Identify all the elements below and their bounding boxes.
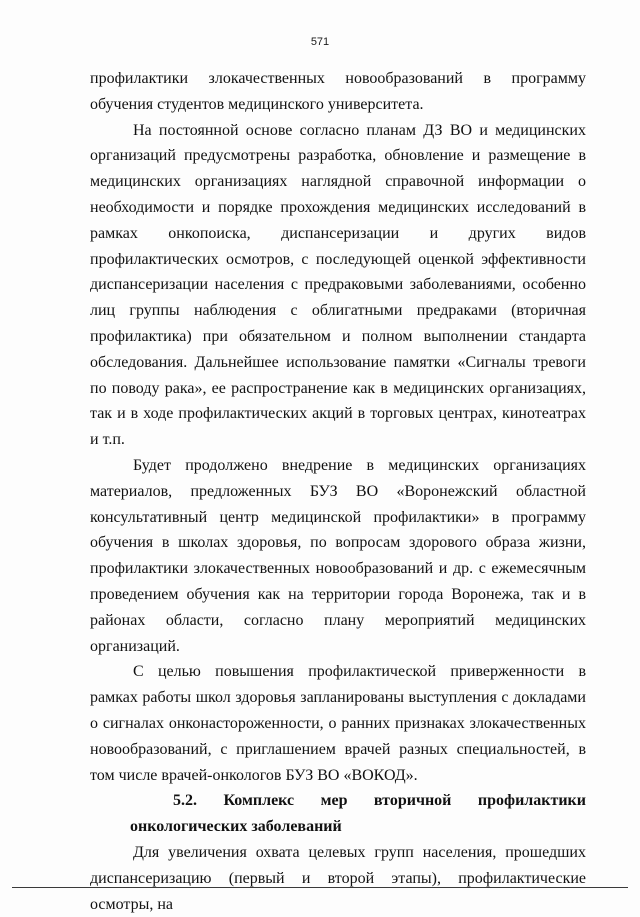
paragraph-health-schools: Будет продолжено внедрение в медицинских организациях материалов, предложенных БУЗ ВО «Воронежский областной консультативный центр медицинской профилактики» в программу обучения в школах здоровья, по вопросам здорового образа жизни, профилактики злокачественных новообразований и др. с ежемесячным проведением обучения как на территории города Воронежа, так и в районах области, согласно плану мероприятий медицинских организаций. — [90, 456, 586, 655]
paragraph-info-placement: На постоянной основе согласно планам ДЗ ВО и медицинских организаций предусмотрены разработка, обновление и размещение в медицинских организациях наглядной справочной информации о необходимости и порядке прохождения медицинских исследований в рамках онкопоиска, диспансеризации и других видов профилактических осмотров, с последующей оценкой эффективности диспансеризации населения с предраковыми заболеваниями, особенно лиц группы наблюдения с облигатными предраками (вторичная профилактика) при обязательном и полном выполнении стандарта обследования. Дальнейшее использование памятки «Сигналы тревоги по поводу рака», ее распространение как в медицинских организациях, так и в ходе профилактических акций в торговых центрах, кинотеатрах и т.п. — [90, 121, 586, 449]
document-body — [90, 66, 586, 917]
paragraph-target-groups: Для увеличения охвата целевых групп населения, прошедших диспансеризацию (первый и второй этапы), профилактические осмотры, на — [90, 843, 586, 913]
page-number: 571 — [310, 36, 330, 48]
footer-divider — [12, 887, 628, 888]
paragraph-oncology-talks: С целью повышения профилактической приверженности в рамках работы школ здоровья запланированы выступления с докладами о сигналах онконастороженности, о ранних признаках злокачественных новообразований, с приглашением врачей разных специальностей, в том числе врачей-онкологов БУЗ ВО «ВОКОД». — [90, 663, 586, 784]
paragraph-continuation: профилактики злокачественных новообразований в программу обучения студентов медицинского университета. — [90, 70, 586, 113]
section-heading: 5.2. Комплекс мер вторичной профилактики онкологических заболеваний — [130, 792, 586, 836]
